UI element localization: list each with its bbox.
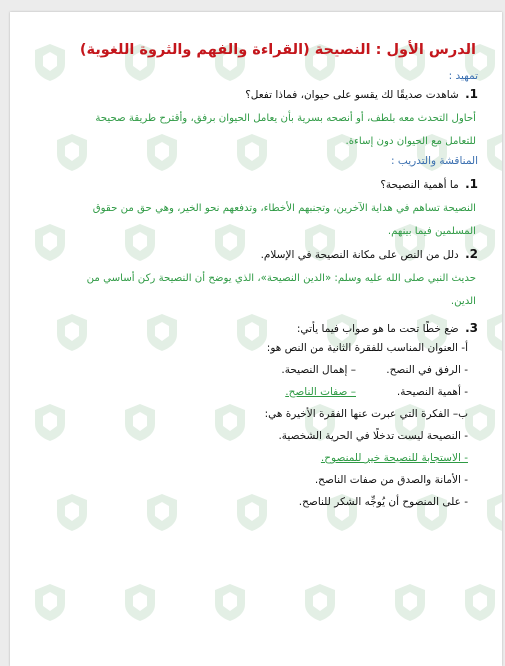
option-text: – إهمال النصيحة.: [281, 364, 356, 376]
correct-option: - الاستجابة للنصيحة خير للمنصوح.: [320, 452, 468, 464]
correct-option: – صفات الناصح.: [285, 386, 356, 398]
option-text: - على المنصوح أن يُوجِّه الشكر للناصح.: [298, 496, 468, 508]
answer-line: أحاول التحدث معه بلطف، أو أنصحه بسرية بأن يعامل الحيوان برفق، وأقترح طريقة صحيحة: [95, 113, 476, 124]
question-text: ما أهمية النصيحة؟: [380, 179, 459, 191]
document-page: [10, 12, 502, 666]
discussion-question-3: [34, 321, 478, 335]
answer-line: النصيحة تساهم في هداية الآخرين، وتجنبهم الأخطاء، وتدفعهم نحو الخير، وهي حق من حقوق: [92, 203, 476, 214]
question-number: 1.: [465, 87, 478, 101]
option-text: - النصيحة ليست تدخلًا في الحرية الشخصية.: [278, 430, 468, 442]
answer-line: للتعامل مع الحيوان دون إساءة.: [345, 136, 476, 147]
option-text: - أهمية النصيحة.: [396, 386, 468, 398]
lesson-title: الدرس الأول : النصيحة (القراءة والفهم والثروة اللغوية): [79, 42, 476, 58]
part-b-prompt: ب– الفكرة التي عبرت عنها الفقرة الأخيرة هي:: [264, 408, 468, 420]
discussion-answer-2: [34, 267, 478, 313]
discussion-question-1: [34, 177, 478, 191]
part-a-options-row-1: [34, 359, 478, 381]
part-a-options-row-2: [34, 381, 478, 403]
watermark-logo-icon: [462, 582, 498, 622]
question-number: 1.: [465, 177, 478, 191]
discussion-answer-1: [34, 197, 478, 243]
option-text: - الرفق في النصح.: [386, 364, 468, 376]
watermark-logo-icon: [484, 312, 502, 352]
intro-answer-1: [34, 107, 478, 153]
answer-line: المسلمين فيما بينهم.: [387, 226, 476, 237]
question-text: دلل من النص على مكانة النصيحة في الإسلام.: [260, 249, 459, 261]
watermark-logo-icon: [302, 582, 338, 622]
intro-heading: تمهيد :: [448, 70, 478, 82]
question-text: ضع خطًا تحت ما هو صواب فيما يأتي:: [296, 323, 459, 335]
watermark-logo-icon: [484, 492, 502, 532]
discussion-question-2: [34, 247, 478, 261]
answer-line: الدين.: [450, 296, 476, 307]
question-number: 3.: [465, 321, 478, 335]
option-text: - الأمانة والصدق من صفات الناصح.: [314, 474, 468, 486]
part-a-prompt: أ- العنوان المناسب للفقرة الثانية من النص هو:: [266, 342, 468, 354]
watermark-logo-icon: [484, 132, 502, 172]
intro-question-1: [34, 87, 478, 101]
discussion-heading: المناقشة والتدريب :: [391, 155, 478, 167]
watermark-logo-icon: [392, 582, 428, 622]
answer-line: حديث النبي صلى الله عليه وسلم: «الدين النصيحة»، الذي يوضح أن النصيحة ركن أساسي من: [86, 273, 476, 284]
question-number: 2.: [465, 247, 478, 261]
question-text: شاهدت صديقًا لك يقسو على حيوان، فماذا تفعل؟: [245, 89, 459, 101]
watermark-logo-icon: [212, 582, 248, 622]
worksheet-content: [34, 42, 478, 513]
watermark-logo-icon: [32, 582, 68, 622]
correct-option-row: [34, 447, 478, 469]
watermark-logo-icon: [122, 582, 158, 622]
